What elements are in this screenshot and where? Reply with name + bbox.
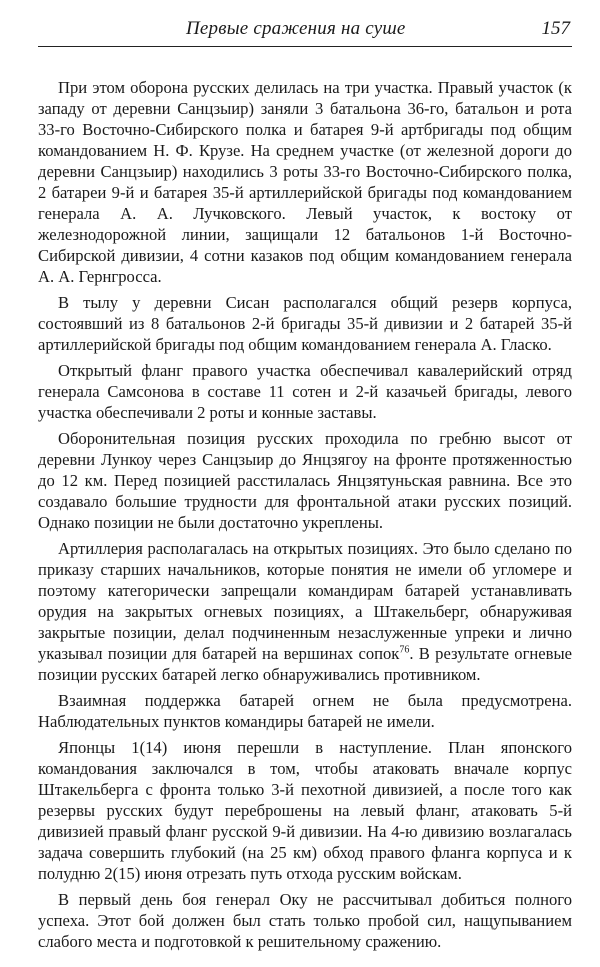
chapter-title: Первые сражения на суше (186, 18, 406, 39)
paragraph-reserve (38, 292, 572, 355)
paragraph-text: В тылу у деревни Сисан располагался общий резерв корпуса, состоявший из 8 батальонов 2-й бригады 35-й дивизии и 2 батарей 35-й артиллерийской бригады под общим командованием генерала А. Гласко. (38, 293, 572, 354)
paragraph-text: Взаимная поддержка батарей огнем не была предусмотрена. Наблюдательных пунктов командиры батарей не имели. (38, 691, 572, 731)
paragraph-first-day (38, 889, 572, 952)
running-header (38, 14, 572, 47)
paragraph-artillery (38, 538, 572, 685)
paragraph-defense-sectors (38, 77, 572, 287)
paragraph-japanese-plan (38, 737, 572, 884)
page-number: 157 (541, 18, 570, 39)
paragraph-fire-support (38, 690, 572, 732)
paragraph-text-continued: . В результате огневые позиции русских батарей легко обнаруживались противником. (38, 644, 572, 684)
paragraph-text: При этом оборона русских делилась на три участка. Правый участок (к западу от деревни Санцзыир) заняли 3 батальона 36-го, батальон и рота 33-го Восточно-Сибирского полка и батарея 9-й артбригады под общим командованием Н. Ф. Крузе. На среднем участке (от железной дороги до деревни Санцзыир) находились 3 роты 33-го Восточно-Сибирского полка, 2 батареи 9-й и батарея 35-й артиллерийской бригады под командованием генерала А. А. Лучковского. Левый участок, к востоку от железнодорожной линии, защищали 12 батальонов 1-й Восточно-Сибирской дивизии, 4 сотни казаков под общим командованием генерала А. А. Гернгросса. (38, 78, 572, 286)
book-page (38, 14, 572, 957)
paragraph-text: В первый день боя генерал Оку не рассчитывал добиться полного успеха. Этот бой должен был стать только пробой сил, нащупыванием слабого места и подготовкой к решительному сражению. (38, 890, 572, 951)
paragraph-text: Открытый фланг правого участка обеспечивал кавалерийский отряд генерала Самсонова в составе 11 сотен и 2-й казачьей бригады, левого участка обеспечивали 2 роты и конные заставы. (38, 361, 572, 422)
body-text (38, 77, 572, 952)
footnote-ref: 76 (399, 644, 410, 656)
paragraph-text: Артиллерия располагалась на открытых позициях. Это было сделано по приказу старших начальников, которые понятия не имели об угломере и поэтому категорически запрещали командирам батарей устанавливать орудия на закрытых огневых позициях, а Штакельберг, обнаруживая закрытые позиции, делал подчиненным незаслуженные упреки и лично указывал позиции для батарей на вершинах сопок (38, 539, 572, 663)
paragraph-open-flank (38, 360, 572, 423)
paragraph-text: Оборонительная позиция русских проходила по гребню высот от деревни Лункоу через Санцзыир до Янцзягоу на фронте протяженностью до 12 км. Перед позицией расстилалась Янцзятуньская равнина. Все это создавало большие трудности для фронтальной атаки русских позиций. Однако позиции не были достаточно укреплены. (38, 429, 572, 532)
paragraph-defensive-position (38, 428, 572, 533)
paragraph-text: Японцы 1(14) июня перешли в наступление. План японского командования заключался в том, чтобы атаковать вначале корпус Штакельберга с фронта только 3-й пехотной дивизией, а после того как резервы русских будут переброшены на левый фланг, атаковать 5-й дивизией правый фланг русской 9-й дивизии. На 4-ю дивизию возлагалась задача совершить глубокий (на 25 км) обход правого фланга корпуса и к полудню 2(15) июня отрезать путь отхода русским войскам. (38, 738, 572, 883)
